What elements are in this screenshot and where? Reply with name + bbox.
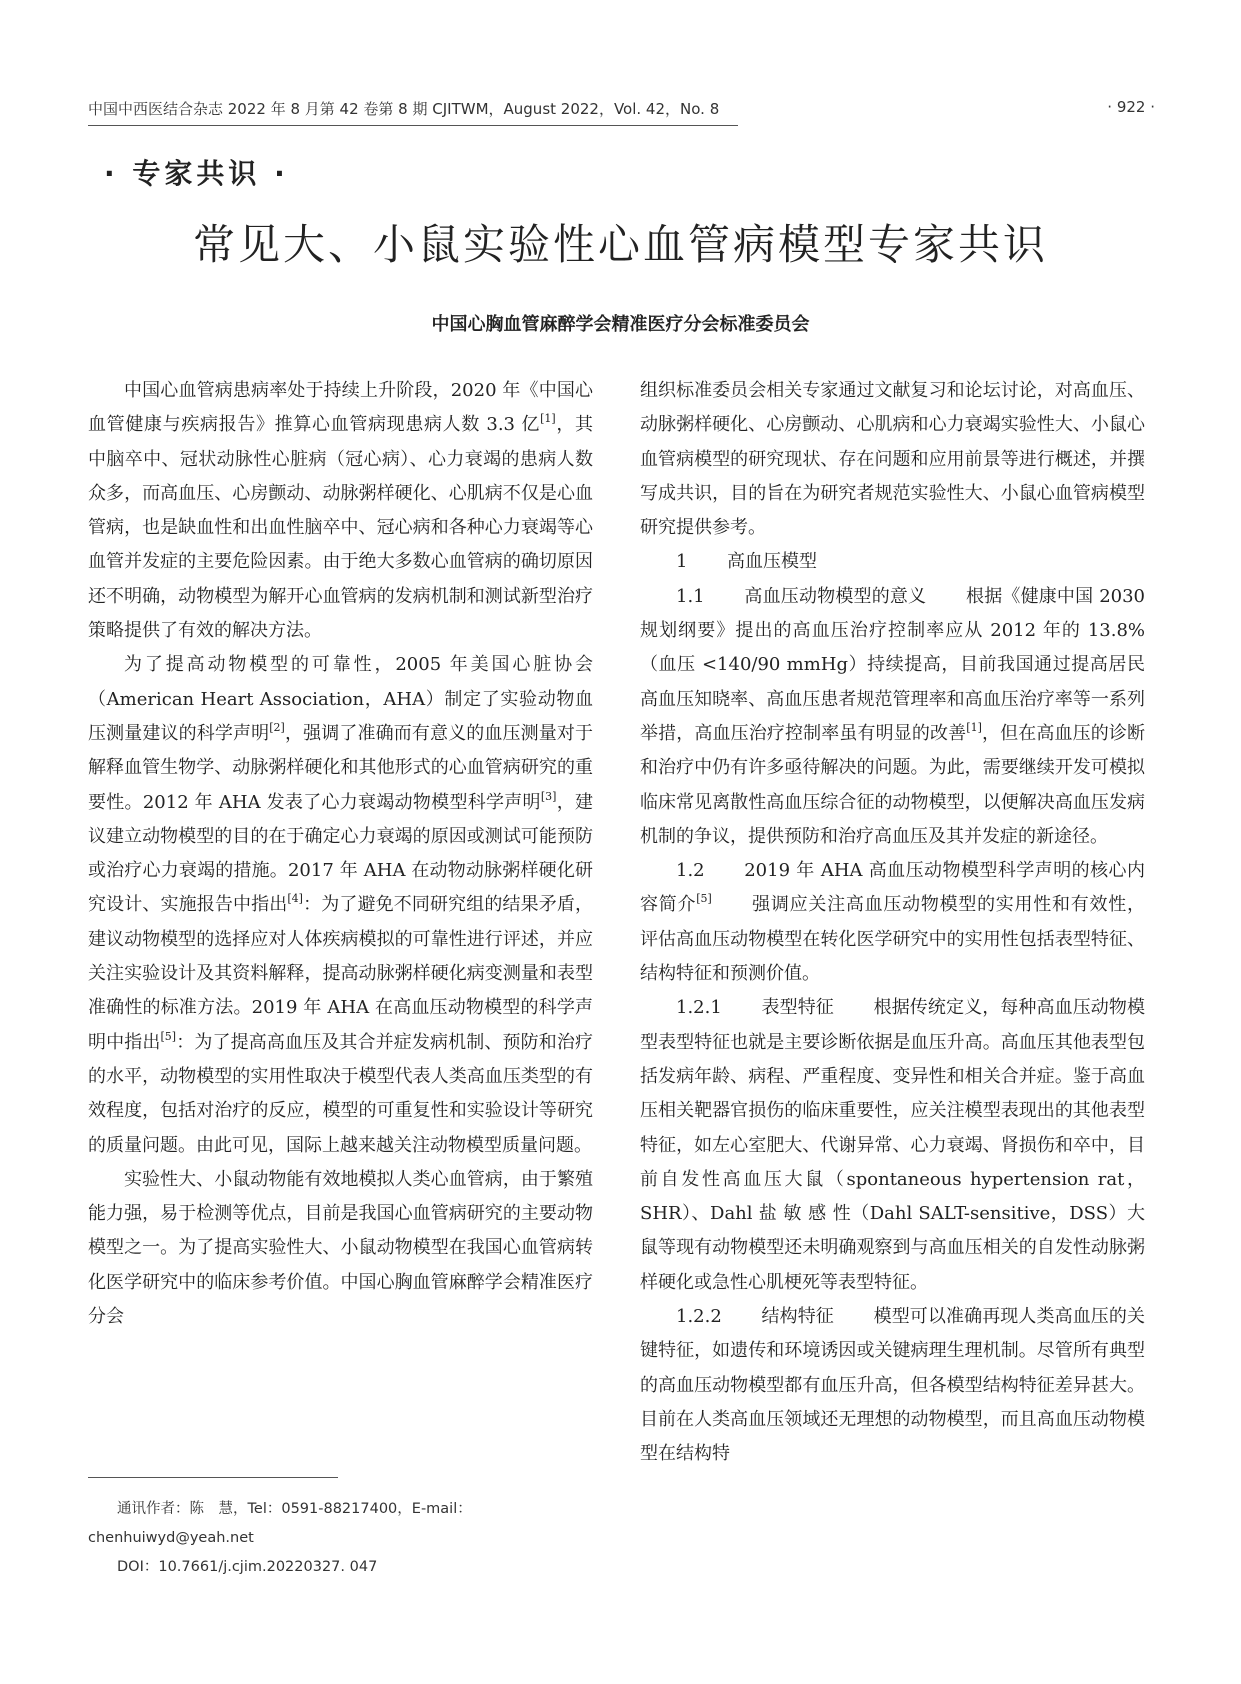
paragraph: 实验性大、小鼠动物能有效地模拟人类心血管病，由于繁殖能力强，易于检测等优点，目前是我国心血管病研究的主要动物模型之一。为了提高实验性大、小鼠动物模型在我国心血管病转化医学研究中的临床参考价值。中国心胸血管麻醉学会精准医疗分会 bbox=[88, 1168, 593, 1328]
page-number: · 922 · bbox=[1107, 98, 1155, 116]
section-heading: 1 高血压模型 bbox=[676, 551, 818, 573]
section-label: · 专家共识 · bbox=[104, 157, 289, 190]
subsection-heading: 1.2 2019 年 AHA 高血压动物模型科学声明的核心内容简介[5] bbox=[640, 860, 1145, 916]
citation: [2] bbox=[269, 720, 285, 734]
footnote-rule bbox=[88, 1477, 338, 1478]
doi-note: DOI：10.7661/j.cjim.20220327. 047 bbox=[117, 1559, 378, 1575]
running-head: 中国中西医结合杂志 2022 年 8 月第 42 卷第 8 期 CJITWM，August 2022，Vol. 42，No. 8 bbox=[88, 98, 738, 126]
citation: [3] bbox=[540, 789, 557, 803]
subsection-heading: 1.2.1 表型特征 bbox=[676, 997, 834, 1019]
subsection-heading: 1.2.2 结构特征 bbox=[676, 1306, 834, 1328]
subsection-paragraph: 1.2 2019 年 AHA 高血压动物模型科学声明的核心内容简介[5] 强调应关注高血压动物模型的实用性和有效性，评估高血压动物模型在转化医学研究中的实用性包括表型特征、结构特征和预测价值。 bbox=[640, 860, 1146, 985]
citation: [5] bbox=[160, 1029, 177, 1043]
correspondence-note: 通讯作者：陈 慧，Tel：0591-88217400，E-mail：chenhuiwyd@yeah.net bbox=[88, 1501, 472, 1546]
citation: [1] bbox=[966, 720, 982, 734]
paragraph: 为了提高动物模型的可靠性，2005 年美国心脏协会（American Heart Association，AHA）制定了实验动物血压测量建议的科学声明[2]，强调了准确而有意义的血压测量对于解释血管生物学、动脉粥样硬化和其他形式的心血管病研究的重要性。2012 年 AHA 发表了心力衰竭动物模型科学声明[3]，建议建立动物模型的目的在于确定心力衰竭的原因或测试可能预防或治疗心力衰竭的措施。2017 年 AHA 在动物动脉粥样硬化研究设计、实施报告中指出[4]：为了避免不同研究组的结果矛盾，建议动物模型的选择应对人体疾病模拟的可靠性进行评述，并应关注实验设计及其资料解释，提高动脉粥样硬化病变测量和表型准确性的标准方法。2019 年 AHA 在高血压动物模型的科学声明中指出[5]：为了提高高血压及其合并症发病机制、预防和治疗的水平，动物模型的实用性取决于模型代表人类高血压类型的有效程度，包括对治疗的反应，模型的可重复性和实验设计等研究的质量问题。由此可见，国际上越来越关注动物模型质量问题。 bbox=[88, 654, 594, 1156]
citation: [4] bbox=[287, 892, 303, 906]
left-column bbox=[88, 374, 593, 1334]
subsection-paragraph: 1.2.1 表型特征 根据传统定义，每种高血压动物模型表型特征也就是主要诊断依据是血压升高。高血压其他表型包括发病年龄、病程、严重程度、变异性和相关合并症。鉴于高血压相关靶器官损伤的临床重要性，应关注模型表现出的其他表型特征，如左心室肥大、代谢异常、心力衰竭、肾损伤和卒中，目前自发性高血压大鼠（spontaneous hypertension rat，SHR）、Dahl 盐 敏 感 性（Dahl SALT-sensitive，DSS）大鼠等现有动物模型还未明确观察到与高血压相关的自发性动脉粥样硬化或急性心肌梗死等表型特征。 bbox=[640, 997, 1145, 1293]
authors: 中国心胸血管麻醉学会精准医疗分会标准委员会 bbox=[431, 314, 810, 335]
article-title: 常见大、小鼠实验性心血管病模型专家共识 bbox=[192, 220, 1048, 269]
right-column bbox=[640, 374, 1145, 1472]
paragraph: 中国心血管病患病率处于持续上升阶段，2020 年《中国心血管健康与疾病报告》推算心血管病现患病人数 3.3 亿[1]，其中脑卒中、冠状动脉性心脏病（冠心病）、心力衰竭的患病人数众多，而高血压、心房颤动、动脉粥样硬化、心肌病不仅是心血管病，也是缺血性和出血性脑卒中、冠心病和各种心力衰竭等心血管并发症的主要危险因素。由于绝大多数心血管病的确切原因还不明确，动物模型为解开心血管病的发病机制和测试新型治疗策略提供了有效的解决方法。 bbox=[88, 380, 593, 642]
subsection-heading: 1.1 高血压动物模型的意义 bbox=[676, 585, 927, 607]
paragraph: 组织标准委员会相关专家通过文献复习和论坛讨论，对高血压、动脉粥样硬化、心房颤动、心肌病和心力衰竭实验性大、小鼠心血管病模型的研究现状、存在问题和应用前景等进行概述，并撰写成共识，目的旨在为研究者规范实验性大、小鼠心血管病模型研究提供参考。 bbox=[640, 380, 1145, 539]
subsection-paragraph: 1.1 高血压动物模型的意义 根据《健康中国 2030 规划纲要》提出的高血压治疗控制率应从 2012 年的 13.8%（血压 <140/90 mmHg）持续提高，目前我国通过提高居民高血压知晓率、高血压患者规范管理率和高血压治疗率等一系列举措，高血压治疗控制率虽有明显的改善[1]，但在高血压的诊断和治疗中仍有许多亟待解决的问题。为此，需要继续开发可模拟临床常见离散性高血压综合征的动物模型，以便解决高血压发病机制的争议，提供预防和治疗高血压及其并发症的新途径。 bbox=[640, 585, 1146, 847]
citation: [1] bbox=[540, 412, 556, 426]
footnotes bbox=[88, 1495, 593, 1582]
citation: [5] bbox=[696, 892, 712, 906]
subsection-paragraph: 1.2.2 结构特征 模型可以准确再现人类高血压的关键特征，如遗传和环境诱因或关键病理生理机制。尽管所有典型的高血压动物模型都有血压升高，但各模型结构特征差异甚大。目前在人类高血压领域还无理想的动物模型，而且高血压动物模型在结构特 bbox=[640, 1306, 1145, 1465]
